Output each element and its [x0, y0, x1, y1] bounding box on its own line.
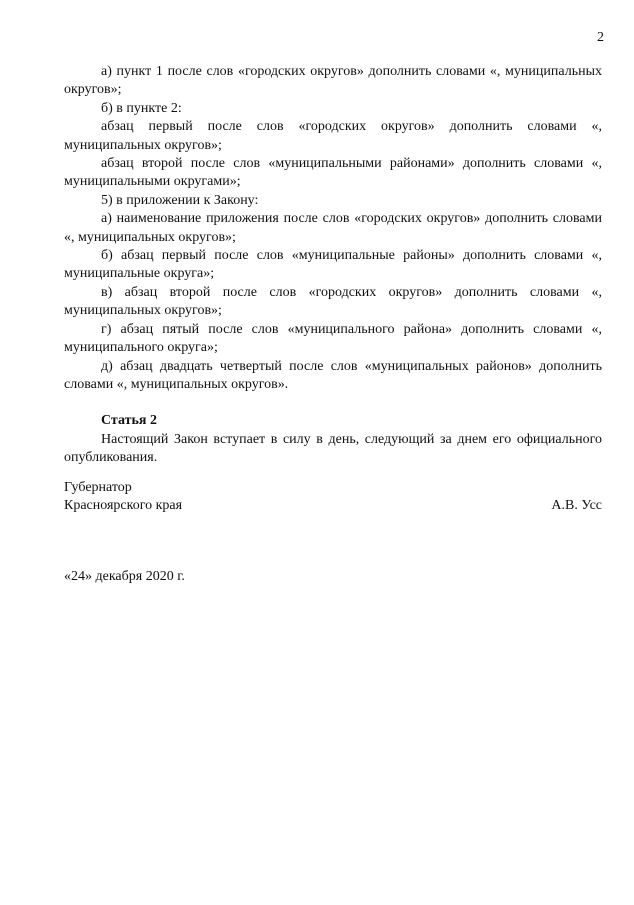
paragraph-item-b: б) в пункте 2: — [101, 100, 182, 116]
signature-row — [64, 497, 602, 515]
document-body — [64, 63, 602, 468]
article-heading: Статья 2 — [101, 413, 157, 429]
signature-title-line1: Губернатор — [64, 480, 132, 495]
paragraph-item-5: 5) в приложении к Закону: — [101, 192, 259, 208]
paragraph-appendix-a: а) наименование приложения после слов «городских округов» дополнить словами «, муниципальных округов»; — [64, 211, 602, 245]
document-date: «24» декабря 2020 г. — [64, 569, 185, 584]
signature-block — [64, 479, 602, 516]
paragraph-appendix-d: д) абзац двадцать четвертый после слов «муниципальных районов» дополнить словами «, муниципальных округов». — [64, 358, 602, 392]
signature-name: А.В. Усс — [551, 498, 602, 514]
paragraph-appendix-v: в) абзац второй после слов «городских округов» дополнить словами «, муниципальных округов»; — [64, 284, 602, 319]
paragraph-abzac-second: абзац второй после слов «муниципальными районами» дополнить словами «, муниципальными округами»; — [64, 156, 602, 190]
paragraph-appendix-g: г) абзац пятый после слов «муниципального района» дополнить словами «, муниципального округа»; — [64, 321, 602, 356]
paragraph-abzac-first: абзац первый после слов «городских округов» дополнить словами «, муниципальных округов»; — [64, 119, 602, 153]
signature-title-line2: Красноярского края — [64, 498, 183, 514]
article-text: Настоящий Закон вступает в силу в день, следующий за днем его официального опубликования. — [64, 431, 602, 466]
paragraph-appendix-b: б) абзац первый после слов «муниципальные районы» дополнить словами «, муниципальные округа»; — [64, 248, 602, 282]
paragraph-item-a: а) пункт 1 после слов «городских округов» дополнить словами «, муниципальных округов»; — [64, 64, 602, 98]
page-number: 2 — [597, 30, 604, 45]
